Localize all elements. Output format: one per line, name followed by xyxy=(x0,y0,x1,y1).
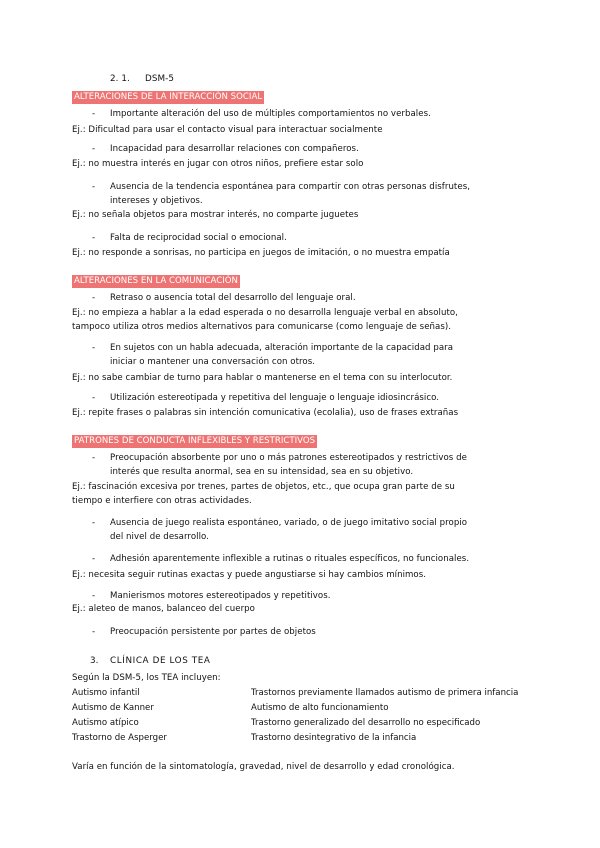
bullet-text-line2: interés que resulta anormal, sea en su intensidad, sea en su objetivo. xyxy=(110,467,414,477)
bullet-text: Retraso o ausencia total del desarrollo del lenguaje oral. xyxy=(110,293,356,303)
example-text-line1: Ej.: no empieza a hablar a la edad esperada o no desarrolla lenguaje verbal en absoluto, xyxy=(72,308,458,318)
bullet-dash: - xyxy=(92,453,96,463)
bullet-dash: - xyxy=(92,182,96,192)
bullet-text-line1: Preocupación absorbente por uno o más patrones estereotipados y restrictivos de xyxy=(110,453,467,463)
bullet-dash: - xyxy=(92,233,96,243)
example-text: Ej.: no muestra interés en jugar con otros niños, prefiere estar solo xyxy=(72,159,364,169)
bullet-dash: - xyxy=(92,144,96,154)
section-number: 3. xyxy=(90,656,99,666)
bullet-text-line2: iniciar o mantener una conversación con otros. xyxy=(110,357,316,367)
heading-communication: ALTERACIONES EN LA COMUNICACIÓN xyxy=(74,276,238,286)
example-text: Ej.: necesita seguir rutinas exactas y puede angustiarse si hay cambios mínimos. xyxy=(72,570,427,580)
bullet-text: Utilización estereotipada y repetitiva del lenguaje o lenguaje idiosincrásico. xyxy=(110,393,440,403)
tea-table-left: Autismo atípico xyxy=(72,718,139,728)
bullet-text-line2: intereses y objetivos. xyxy=(110,196,203,206)
tea-table-right: Autismo de alto funcionamiento xyxy=(251,703,389,713)
closing-paragraph: Varía en función de la sintomatología, gravedad, nivel de desarrollo y edad cronológica. xyxy=(72,762,455,772)
example-text: Ej.: no responde a sonrisas, no participa en juegos de imitación, o no muestra empatía xyxy=(72,248,450,258)
tea-table-left: Trastorno de Asperger xyxy=(72,733,167,743)
bullet-dash: - xyxy=(92,343,96,353)
bullet-text: Falta de reciprocidad social o emocional. xyxy=(110,233,287,243)
bullet-dash: - xyxy=(92,293,96,303)
section-title: CLÍNICA DE LOS TEA xyxy=(110,656,211,666)
example-text: Ej.: aleteo de manos, balanceo del cuerpo xyxy=(72,604,255,614)
example-text: Ej.: no señala objetos para mostrar interés, no comparte juguetes xyxy=(72,210,359,220)
bullet-text-line1: Ausencia de juego realista espontáneo, variado, o de juego imitativo social propio xyxy=(110,518,468,528)
bullet-text: Preocupación persistente por partes de objetos xyxy=(110,627,316,637)
tea-table-right: Trastorno desintegrativo de la infancia xyxy=(251,733,417,743)
example-text: Ej.: no sabe cambiar de turno para hablar o mantenerse en el tema con su interlocutor. xyxy=(72,373,453,383)
bullet-text: Incapacidad para desarrollar relaciones con compañeros. xyxy=(110,144,359,154)
bullet-text: Manierismos motores estereotipados y repetitivos. xyxy=(110,591,331,601)
bullet-text: Adhesión aparentemente inflexible a rutinas o rituales específicos, no funcionales. xyxy=(110,554,470,564)
example-text-line2: tiempo e interfiere con otras actividades. xyxy=(72,496,252,506)
section-title: DSM-5 xyxy=(145,74,174,84)
example-text: Ej.: Dificultad para usar el contacto visual para interactuar socialmente xyxy=(72,125,383,135)
section-number: 2. 1. xyxy=(110,74,130,84)
example-text: Ej.: repite frases o palabras sin intención comunicativa (ecolalia), uso de frases extrañas xyxy=(72,408,459,418)
tea-table-left: Autismo infantil xyxy=(72,688,140,698)
bullet-text-line1: En sujetos con un habla adecuada, alteración importante de la capacidad para xyxy=(110,343,454,353)
tea-table-right: Trastorno generalizado del desarrollo no especificado xyxy=(251,718,481,728)
bullet-text-line2: del nivel de desarrollo. xyxy=(110,532,209,542)
tea-table-left: Autismo de Kanner xyxy=(72,703,154,713)
example-text-line1: Ej.: fascinación excesiva por trenes, partes de objetos, etc., que ocupa gran parte de su xyxy=(72,482,455,492)
bullet-dash: - xyxy=(92,393,96,403)
bullet-dash: - xyxy=(92,518,96,528)
bullet-dash: - xyxy=(92,554,96,564)
section-intro: Según la DSM-5, los TEA incluyen: xyxy=(72,673,221,683)
tea-table-right: Trastornos previamente llamados autismo de primera infancia xyxy=(251,688,519,698)
heading-behavior-patterns: PATRONES DE CONDUCTA INFLEXIBLES Y RESTRICTIVOS xyxy=(74,436,316,446)
bullet-dash: - xyxy=(92,627,96,637)
bullet-text: Importante alteración del uso de múltiples comportamientos no verbales. xyxy=(110,109,431,119)
bullet-text-line1: Ausencia de la tendencia espontánea para compartir con otras personas disfrutes, xyxy=(110,182,471,192)
heading-social-interaction: ALTERACIONES DE LA INTERACCIÓN SOCIAL xyxy=(74,92,263,102)
bullet-dash: - xyxy=(92,591,96,601)
example-text-line2: tampoco utiliza otros medios alternativos para comunicarse (como lenguaje de señas). xyxy=(72,322,452,332)
bullet-dash: - xyxy=(92,109,96,119)
